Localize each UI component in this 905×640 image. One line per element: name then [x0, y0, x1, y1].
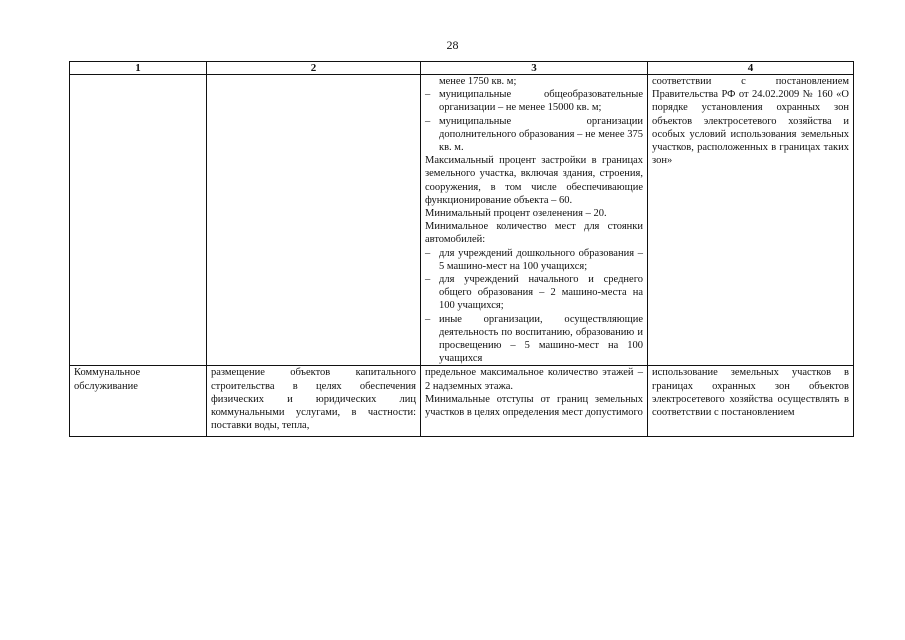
row2-col3-paragraph: Минимальные отступы от границ земельных участков в целях определения мест допустимого — [425, 393, 643, 419]
row2-col3 — [421, 366, 648, 437]
row2-col4: использование земельных участков в границах охранных зон объектов электросетевого хозяйства осуществлять в соответствии с постановлением — [648, 366, 854, 437]
row1-col3-top: менее 1750 кв. м; — [439, 76, 517, 87]
row2-col3-paragraph: предельное максимальное количество этажей – 2 надземных этажа. — [425, 367, 643, 392]
row1-col1 — [70, 75, 207, 366]
header-col-1: 1 — [70, 62, 207, 75]
row1-col2 — [207, 75, 421, 366]
row1-col4: соответствии с постановлением Правительства РФ от 24.02.2009 № 160 «О порядке установления охранных зон объектов электросетевого хозяйства и особых условий использования земельных участков, расположенных в границах таких зон» — [648, 75, 854, 366]
row2-col2: размещение объектов капитального строительства в целях обеспечения физических и юридических лиц коммунальными услугами, в частности: поставки воды, тепла, — [207, 366, 421, 437]
header-col-2: 2 — [207, 62, 421, 75]
row1-col3 — [421, 75, 648, 366]
row1-col3-paragraph: Минимальный процент озеленения – 20. — [425, 208, 607, 220]
row1-col3-paragraph: Минимальное количество мест для стоянки автомобилей: — [425, 221, 643, 246]
row2-col1: Коммунальное обслуживание — [70, 366, 207, 437]
row1-col3-paragraph: Максимальный процент застройки в границах земельного участка, включая здания, строения, сооружения, в том числе обеспечивающие функционирование объекта – 60. — [425, 155, 643, 206]
list-item: – иные организации, осуществляющие деятельность по воспитанию, образованию и просвещению – 5 машино-мест на 100 учащихся — [425, 313, 643, 366]
table-header-row — [70, 62, 854, 75]
header-col-4: 4 — [648, 62, 854, 75]
list-item: – для учреждений начального и среднего общего образования – 2 машино-места на 100 учащихся; — [425, 273, 643, 313]
header-col-3: 3 — [421, 62, 648, 75]
page-number: 28 — [446, 38, 459, 52]
table-row — [70, 366, 854, 437]
document-table — [69, 61, 854, 437]
list-item: – муниципальные общеобразовательные организации – не менее 15000 кв. м; — [425, 88, 643, 114]
list-item: – для учреждений дошкольного образования – 5 машино-мест на 100 учащихся; — [425, 247, 643, 273]
table-row — [70, 75, 854, 366]
list-item: – муниципальные организации дополнительного образования – не менее 375 кв. м. — [425, 115, 643, 155]
